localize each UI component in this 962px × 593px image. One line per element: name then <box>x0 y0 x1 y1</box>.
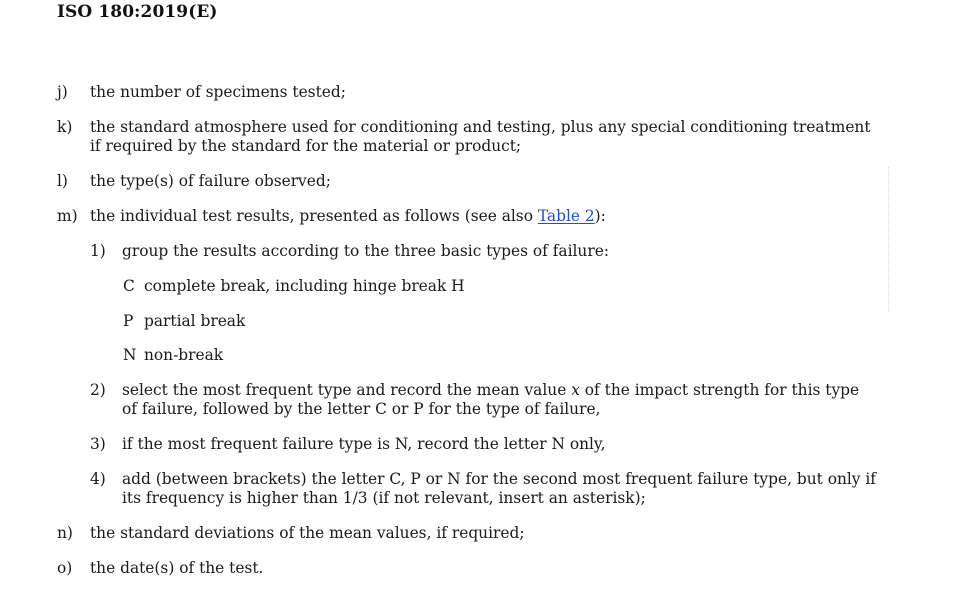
text-segment: the individual test results, presented as follows (see also <box>90 207 538 225</box>
text-segment: select the most frequent type and record the mean value <box>122 381 572 399</box>
list-marker: 4) <box>90 470 106 488</box>
list-marker: n) <box>57 524 73 542</box>
list-marker: 3) <box>90 435 106 453</box>
list-marker: l) <box>57 172 68 190</box>
scroll-indicator[interactable] <box>888 167 891 312</box>
list-item-text: the number of specimens tested; <box>90 83 346 101</box>
variable-x: x <box>571 381 580 399</box>
list-item-text: group the results according to the three basic types of failure: <box>122 242 609 260</box>
failure-description: non-break <box>144 346 224 364</box>
failure-code: P <box>123 312 134 330</box>
list-item-text: the standard deviations of the mean values, if required; <box>90 524 525 542</box>
list-item-text-line1: the standard atmosphere used for conditioning and testing, plus any special conditioning treatment <box>90 118 871 136</box>
text-segment: ): <box>594 207 606 225</box>
failure-description: complete break, including hinge break H <box>144 277 465 295</box>
table-2-link[interactable]: Table 2 <box>537 207 595 225</box>
failure-code: N <box>123 346 137 364</box>
list-marker: j) <box>57 83 68 101</box>
list-marker: o) <box>57 559 73 577</box>
list-item-text-line1 <box>122 381 859 400</box>
list-item-text-line2: of failure, followed by the letter C or P for the type of failure, <box>122 400 601 418</box>
list-item-text: the type(s) of failure observed; <box>90 172 331 190</box>
text-segment: of the impact strength for this type <box>579 381 860 399</box>
failure-code: C <box>123 277 135 295</box>
list-item-text: if the most frequent failure type is N, record the letter N only, <box>122 435 606 453</box>
document-header: ISO 180:2019(E) <box>57 2 218 22</box>
list-item-text-line2: its frequency is higher than 1/3 (if not relevant, insert an asterisk); <box>122 489 646 507</box>
list-marker: m) <box>57 207 78 225</box>
list-item-text <box>90 207 606 226</box>
list-marker: 1) <box>90 242 106 260</box>
list-item-text: the date(s) of the test. <box>90 559 264 577</box>
list-marker: k) <box>57 118 73 136</box>
list-marker: 2) <box>90 381 106 399</box>
list-item-text-line2: if required by the standard for the material or product; <box>90 137 522 155</box>
failure-description: partial break <box>144 312 246 330</box>
list-item-text-line1: add (between brackets) the letter C, P or N for the second most frequent failure type, but only if <box>122 470 876 488</box>
